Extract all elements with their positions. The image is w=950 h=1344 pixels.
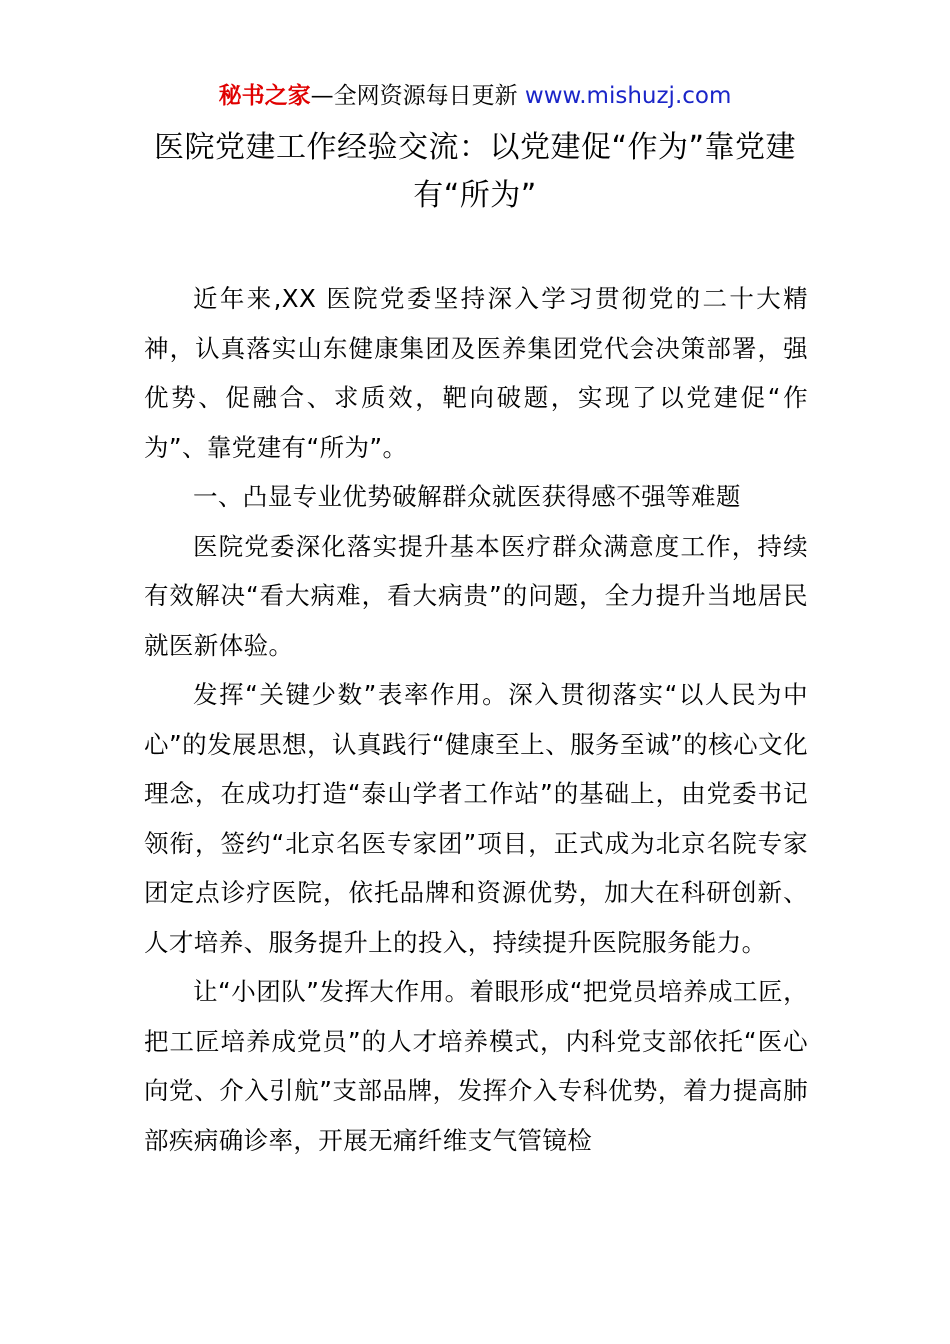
site-tagline: —全网资源每日更新 bbox=[310, 83, 525, 109]
site-header bbox=[0, 80, 950, 112]
site-url-link[interactable]: www.mishuzj.com bbox=[524, 83, 732, 109]
paragraph-intro: 近年来,XX 医院党委坚持深入学习贯彻党的二十大精神，认真落实山东健康集团及医养集团党代会决策部署，强优势、促融合、求质效，靶向破题，实现了以党建促“作为”、靠党建有“所为”。 bbox=[144, 284, 808, 462]
paragraph-key-minority: 发挥“关键少数”表率作用。深入贯彻落实“以人民为中心”的发展思想，认真践行“健康至上、服务至诚”的核心文化理念，在成功打造“泰山学者工作站”的基础上，由党委书记领衔，签约“北京名医专家团”项目，正式成为北京名院专家团定点诊疗医院，依托品牌和资源优势，加大在科研创新、人才培养、服务提升上的投入，持续提升医院服务能力。 bbox=[144, 680, 808, 957]
document-body bbox=[144, 274, 808, 1165]
document-title: 医院党建工作经验交流：以党建促“作为”靠党建有“所为” bbox=[153, 130, 797, 213]
section-heading-1: 一、凸显专业优势破解群众就医获得感不强等难题 bbox=[193, 482, 741, 511]
paragraph-section-1: 医院党委深化落实提升基本医疗群众满意度工作，持续有效解决“看大病难，看大病贵”的问题，全力提升当地居民就医新体验。 bbox=[144, 531, 808, 660]
site-brand: 秘书之家 bbox=[218, 83, 311, 109]
paragraph-small-team: 让“小团队”发挥大作用。着眼形成“把党员培养成工匠，把工匠培养成党员”的人才培养模式，内科党支部依托“医心向党、介入引航”支部品牌，发挥介入专科优势，着力提高肺部疾病确诊率，开展无痛纤维支气管镜检 bbox=[144, 977, 808, 1155]
